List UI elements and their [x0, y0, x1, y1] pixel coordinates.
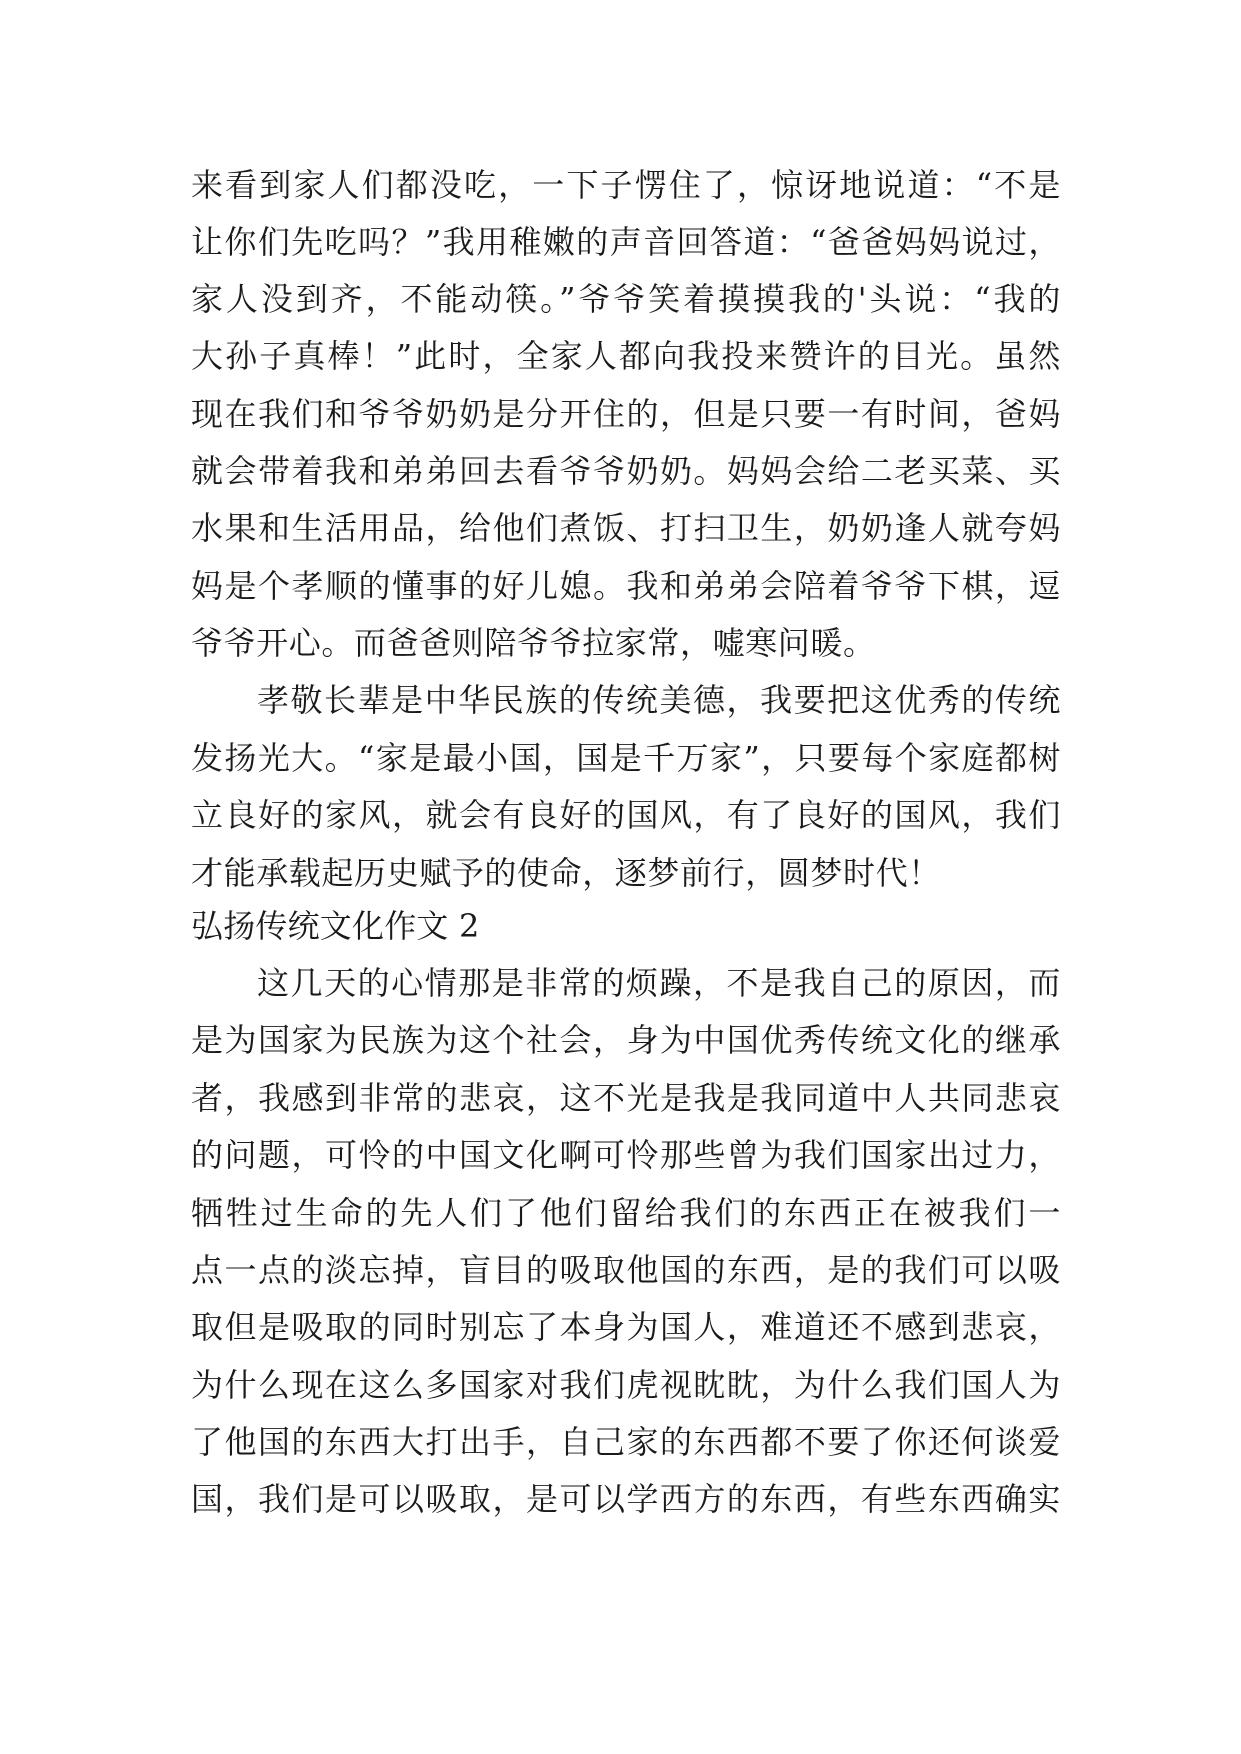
body-text-line: 现在我们和爷爷奶奶是分开住的，但是只要一有时间，爸妈	[191, 395, 1061, 433]
body-text-line: 来看到家人们都没吃，一下子愣住了，惊讶地说道：“不是	[191, 166, 1061, 204]
body-text-line: 牺牲过生命的先人们了他们留给我们的东西正在被我们一	[191, 1194, 1061, 1232]
body-text-line: 爷爷开心。而爸爸则陪爷爷拉家常，嘘寒问暖。	[191, 624, 876, 662]
paragraph-first-line: 孝敬长辈是中华民族的传统美德，我要把这优秀的传统	[257, 681, 1061, 719]
body-text-line: 国，我们是可以吸取，是可以学西方的东西，有些东西确实	[191, 1480, 1061, 1518]
body-text-line: 就会带着我和弟弟回去看爷爷奶奶。妈妈会给二老买菜、买	[191, 452, 1061, 490]
body-text-line: 取但是吸取的同时别忘了本身为国人，难道还不感到悲哀，	[191, 1308, 1061, 1346]
body-text-line: 水果和生活用品，给他们煮饭、打扫卫生，奶奶逢人就夸妈	[191, 509, 1061, 547]
body-text-line: 发扬光大。“家是最小国，国是千万家”，只要每个家庭都树	[191, 739, 1061, 777]
body-text-line: 点一点的淡忘掉，盲目的吸取他国的东西，是的我们可以吸	[191, 1251, 1061, 1289]
body-text-line: 为什么现在这么多国家对我们虎视眈眈，为什么我们国人为	[191, 1366, 1061, 1404]
body-text-line: 妈是个孝顺的懂事的好儿媳。我和弟弟会陪着爷爷下棋，逗	[191, 567, 1061, 605]
body-text-line: 的问题，可怜的中国文化啊可怜那些曾为我们国家出过力，	[191, 1136, 1061, 1174]
body-text-line: 才能承载起历史赋予的使命，逐梦前行，圆梦时代！	[191, 854, 941, 892]
body-text-line: 者，我感到非常的悲哀，这不光是我是我同道中人共同悲哀	[191, 1079, 1061, 1117]
body-text-line: 是为国家为民族为这个社会，身为中国优秀传统文化的继承	[191, 1021, 1061, 1059]
body-text-line: 了他国的东西大打出手，自己家的东西都不要了你还何谈爱	[191, 1423, 1061, 1461]
body-text-line: 立良好的家风，就会有良好的国风，有了良好的国风，我们	[191, 796, 1061, 834]
body-text-line: 家人没到齐，不能动筷。”爷爷笑着摸摸我的'头说：“我的	[191, 280, 1061, 318]
section-heading: 弘扬传统文化作文 2	[191, 907, 480, 945]
body-text-line: 大孙子真棒！”此时，全家人都向我投来赞许的目光。虽然	[191, 337, 1061, 375]
paragraph-first-line: 这几天的心情那是非常的烦躁，不是我自己的原因，而	[257, 964, 1061, 1002]
body-text-line: 让你们先吃吗？”我用稚嫩的声音回答道：“爸爸妈妈说过，	[191, 223, 1061, 261]
